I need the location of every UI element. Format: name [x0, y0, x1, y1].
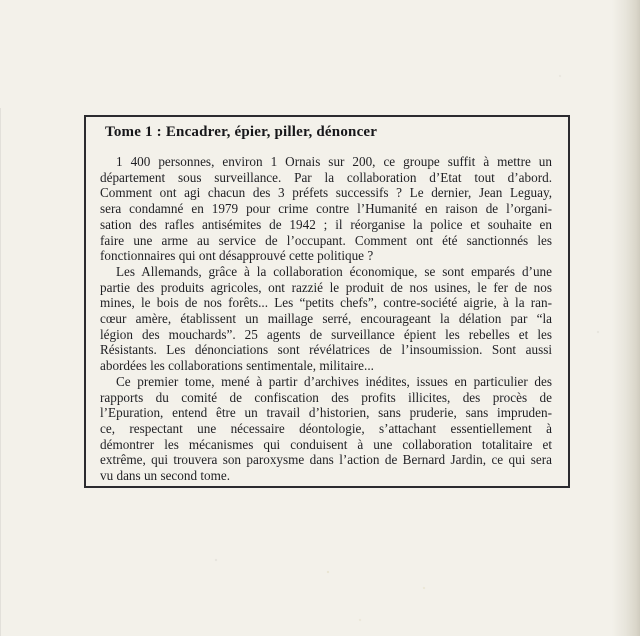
text-line: légion des mouchards”. 25 agents de surveillance épient les rebelles et les [100, 326, 552, 342]
text-line: partie des produits agricoles, ont razzié le produit de nos usines, le fer de nos [100, 279, 552, 295]
text-line: abordées les collaborations sentimentale, militaire... [100, 358, 374, 374]
text-line: 1 400 personnes, environ 1 Ornais sur 200, ce groupe suffit à mettre un [116, 154, 552, 169]
text-line: Ce premier tome, mené à partir d’archives inédites, issues en particulier des [116, 373, 552, 389]
text-line: Résistants. Les dénonciations sont révélatrices de l’insoumission. Sont aussi [100, 342, 552, 358]
text-line: cœur amère, établissent un maillage serré, encourageant la délation par “la [100, 311, 552, 327]
text-line: ce, respectant une nécessaire déontologie, s’attachant essentiellement à [100, 420, 552, 436]
text-line: mines, le bois de nos forêts... Les “petits chefs”, contre-société aigrie, à la ran- [100, 295, 552, 311]
text-line: sation des rafles antisémites de 1942 ; il réorganise la police et souhaite en [100, 216, 552, 232]
text-line: démontrer les mécanismes qui conduisent à une collaboration totalitaire et [100, 436, 552, 452]
section-title: Tome 1 : Encadrer, épier, piller, dénoncer [105, 124, 378, 140]
text-line: vu dans un second tome. [100, 468, 231, 484]
paragraph [100, 154, 552, 264]
text-line: Comment ont agi chacun des 3 préfets successifs ? Le dernier, Jean Leguay, [100, 185, 552, 201]
paragraph [100, 374, 552, 484]
text-line: Les Allemands, grâce à la collaboration économique, se sont emparés d’une [116, 263, 552, 279]
text-line: rapports du comité de confiscation des profits illicites, des procès de [100, 389, 552, 405]
scan-left-edge-line [0, 108, 1, 636]
text-line: département sous surveillance. Par la collaboration d’Etat tout d’abord. [100, 169, 552, 185]
text-line: l’Epuration, entend être un travail d’historien, sans pruderie, sans impruden- [100, 405, 552, 421]
paragraph [100, 264, 552, 374]
text-line: extrême, qui trouvera son paroxysme dans l’action de Bernard Jardin, ce qui sera [100, 452, 552, 468]
scan-right-edge-shadow [612, 0, 640, 636]
text-line: fonctionnaires qui ont désapprouvé cette politique ? [100, 248, 374, 264]
text-line: faire une arme au service de l’occupant. Comment ont été sanctionnés les [100, 232, 552, 248]
text-line: sera condamné en 1979 pour crime contre l’Humanité en raison de l’organi- [100, 201, 552, 217]
text-box [84, 115, 570, 488]
